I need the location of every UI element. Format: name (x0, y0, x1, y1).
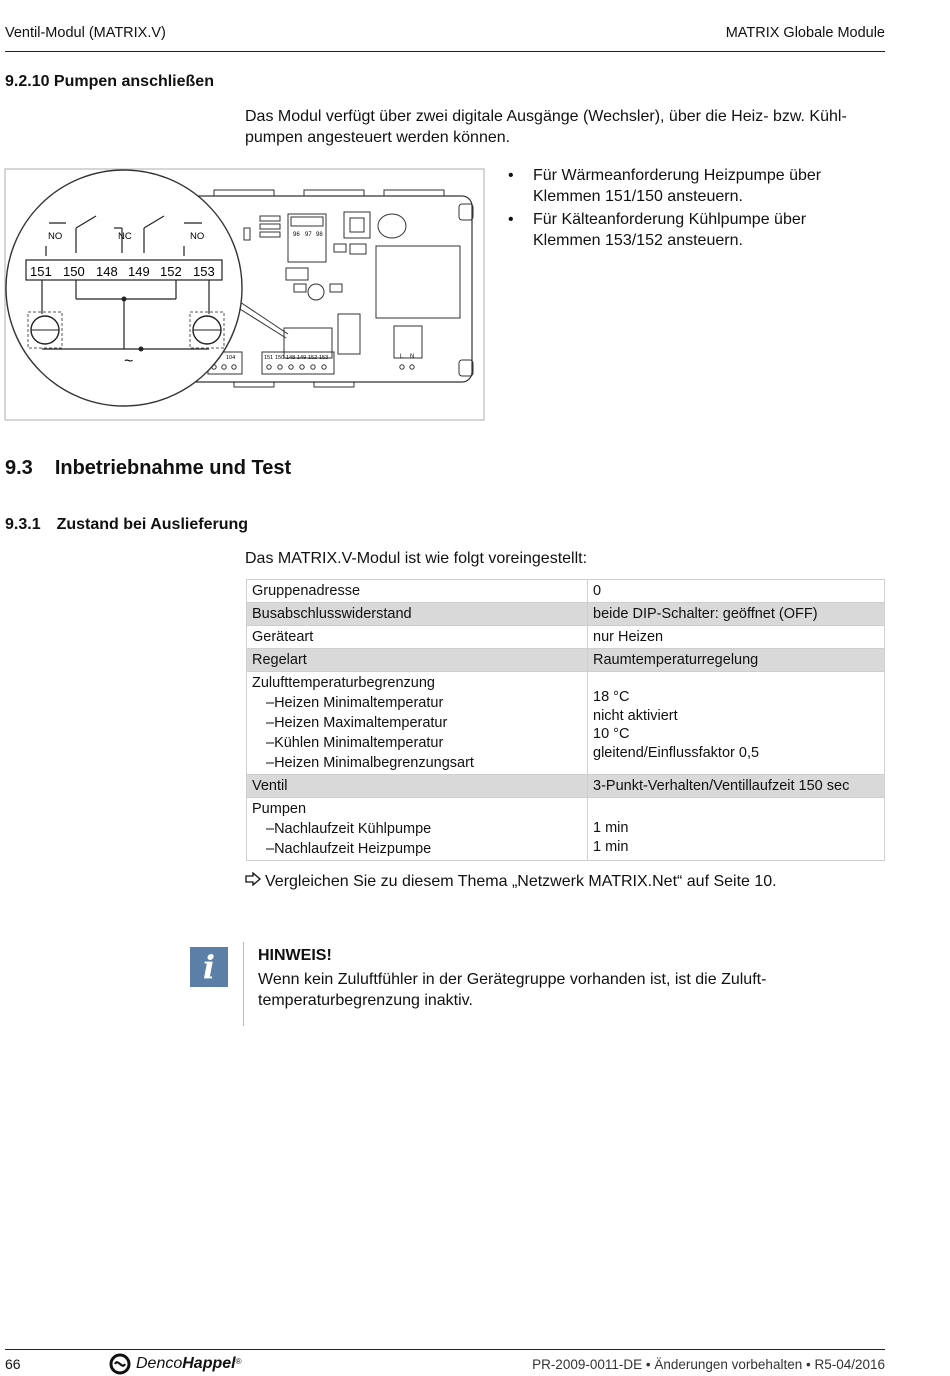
brand-logo-part2: Happel (182, 1355, 236, 1372)
pump-bullet-list (508, 165, 821, 251)
setting-value-group (588, 798, 885, 861)
terminal-label: 152 (160, 264, 182, 279)
bullet-heating (508, 165, 821, 207)
cross-reference[interactable] (245, 871, 777, 892)
setting-value: gleitend/Einflussfaktor 0,5 (593, 744, 760, 761)
page-number: 66 (5, 1356, 21, 1372)
board-power-label: N (410, 354, 415, 360)
setting-sublabel: –Nachlaufzeit Heizpumpe (266, 841, 432, 857)
board-power-label: L (400, 354, 404, 360)
wiring-junction (122, 297, 127, 302)
setting-label-group (247, 672, 588, 775)
relay-label-no2: NO (190, 231, 205, 242)
heading-number: 9.3 (5, 457, 33, 479)
pumps-intro (245, 106, 847, 148)
table-row (247, 798, 885, 861)
heading-text: Inbetriebnahme und Test (54, 457, 292, 479)
heading-text: Zustand bei Auslieferung (56, 516, 249, 533)
setting-sublabel: –Kühlen Minimaltemperatur (266, 735, 444, 751)
bullet-cooling (508, 209, 821, 251)
setting-label: Gruppenadresse (247, 580, 588, 603)
table-row (247, 649, 885, 672)
note-line2: temperaturbegrenzung inaktiv. (258, 992, 473, 1009)
table-row (247, 775, 885, 798)
board-terminal: 151 (264, 355, 274, 361)
table-row (247, 672, 885, 775)
setting-value: 0 (588, 580, 885, 603)
setting-label-group (247, 798, 588, 861)
header-rule (5, 51, 885, 52)
setting-label: Ventil (247, 775, 588, 798)
setting-value: 10 °C (593, 726, 630, 742)
note-box (258, 945, 766, 1011)
setting-label: Pumpen (252, 801, 307, 817)
brand-logo-mark-icon (108, 1353, 132, 1375)
bullet-heating-line2: Klemmen 151/150 ansteuern. (533, 188, 743, 205)
setting-sublabel: –Heizen Minimaltemperatur (266, 695, 444, 711)
board-terminal: 153 (319, 355, 329, 361)
board-terminal: 149 (297, 355, 307, 361)
setting-value: Raumtemperaturregelung (588, 649, 885, 672)
header-left: Ventil-Modul (MATRIX.V) (5, 25, 166, 41)
section-heading-pumps: 9.2.10 Pumpen anschließen (5, 73, 214, 90)
section-heading-commissioning (5, 457, 291, 480)
setting-label: Zulufttemperaturbegrenzung (252, 675, 435, 691)
table-row (247, 580, 885, 603)
terminal-label: 148 (96, 264, 118, 279)
note-title: HINWEIS! (258, 947, 332, 964)
setting-value: beide DIP-Schalter: geöffnet (OFF) (588, 603, 885, 626)
pumps-intro-line1: Das Modul verfügt über zwei digitale Ausgänge (Wechsler), über die Heiz- bzw. Kühl- (245, 108, 847, 125)
brand-logo-part1: Denco (136, 1355, 183, 1372)
arrow-right-icon (245, 871, 265, 892)
header-right: MATRIX Globale Module (725, 25, 885, 41)
terminal-label: 149 (128, 264, 150, 279)
ac-tilde: ~ (124, 353, 134, 370)
cross-reference-text: Vergleichen Sie zu diesem Thema „Netzwerk MATRIX.Net“ auf Seite 10. (265, 873, 777, 890)
setting-value: nicht aktiviert (593, 707, 678, 724)
table-row (247, 603, 885, 626)
section-heading-delivery (5, 516, 248, 534)
wiring-junction (139, 347, 144, 352)
note-line1: Wenn kein Zuluftfühler in der Gerätegruppe vorhanden ist, ist die Zuluft- (258, 971, 767, 988)
terminal-label: 151 (30, 264, 52, 279)
brand-logo-mark: ® (235, 1356, 242, 1366)
board-top-terminal: 96 (293, 232, 300, 238)
pump-wiring-diagram (4, 168, 486, 422)
pumps-intro-line2: pumpen angesteuert werden können. (245, 129, 511, 146)
relay-label-no1: NO (48, 231, 63, 242)
board-left-label: 104 (226, 355, 236, 361)
note-divider (243, 942, 244, 1026)
setting-value: 1 min (593, 838, 629, 855)
terminal-label: 153 (193, 264, 215, 279)
setting-value: nur Heizen (588, 626, 885, 649)
document-reference: PR-2009-0011-DE • Änderungen vorbehalten • R5-04/2016 (532, 1357, 885, 1372)
bullet-cooling-line1: Für Kälteanforderung Kühlpumpe über (533, 211, 807, 228)
setting-label: Geräteart (247, 626, 588, 649)
setting-label: Busabschlusswiderstand (247, 603, 588, 626)
board-top-terminal: 98 (316, 232, 323, 238)
bullet-dot: • (508, 211, 514, 228)
bullet-heating-line1: Für Wärmeanforderung Heizpumpe über (533, 167, 822, 184)
setting-value-group (588, 672, 885, 775)
default-settings-table (246, 579, 885, 861)
board-terminal: 152 (308, 355, 318, 361)
footer-rule (5, 1349, 885, 1350)
table-row (247, 626, 885, 649)
board-top-terminal: 97 (305, 232, 312, 238)
delivery-intro: Das MATRIX.V-Modul ist wie folgt voreingestellt: (245, 550, 588, 567)
board-terminal: 148 (286, 355, 296, 361)
heading-number: 9.3.1 (5, 516, 41, 533)
setting-sublabel: –Heizen Maximaltemperatur (266, 715, 448, 731)
setting-value: 3-Punkt-Verhalten/Ventillaufzeit 150 sec (588, 775, 885, 798)
board-terminal: 150 (275, 355, 285, 361)
bullet-dot: • (508, 167, 514, 184)
setting-sublabel: –Heizen Minimalbegrenzungsart (266, 755, 474, 771)
info-icon: i (190, 947, 228, 987)
bullet-cooling-line2: Klemmen 153/152 ansteuern. (533, 232, 743, 249)
terminal-label: 150 (63, 264, 85, 279)
setting-value: 18 °C (593, 689, 630, 705)
brand-logo (108, 1352, 242, 1376)
setting-sublabel: –Nachlaufzeit Kühlpumpe (266, 821, 432, 837)
relay-label-nc: NC (118, 231, 132, 242)
setting-value: 1 min (593, 820, 629, 836)
setting-label: Regelart (247, 649, 588, 672)
